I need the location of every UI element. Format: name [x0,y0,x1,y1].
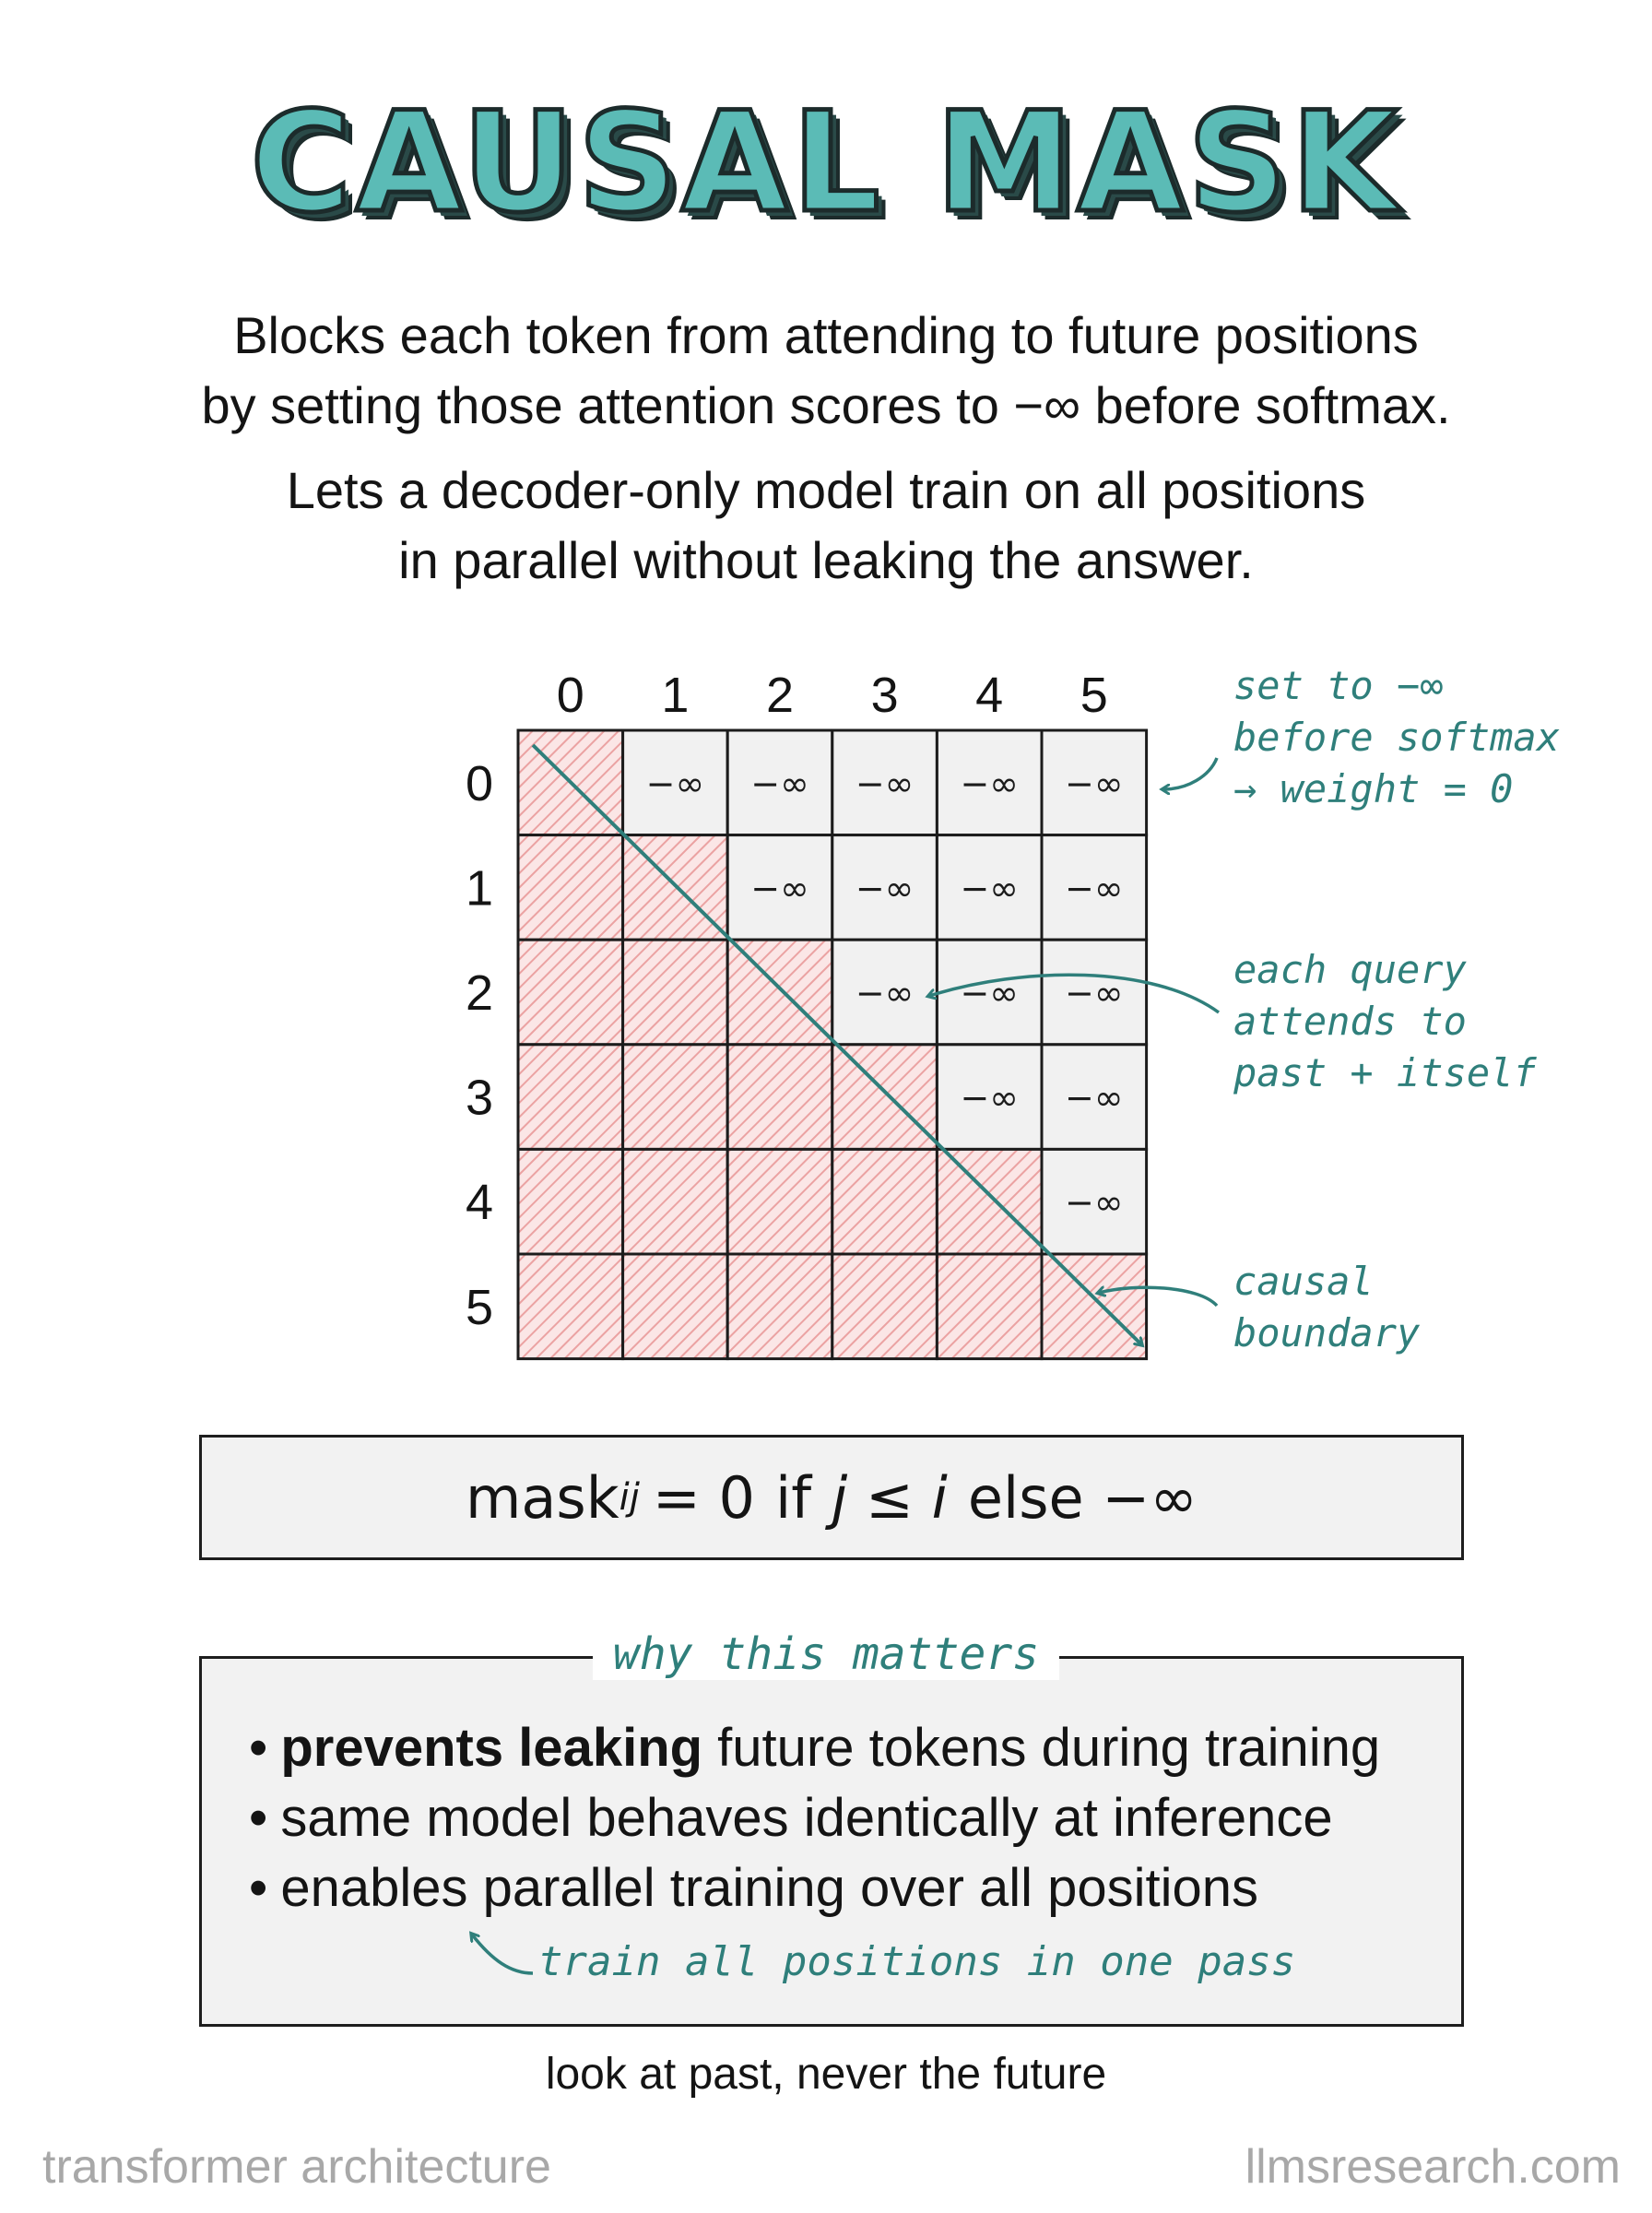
svg-text:past + itself [1233,1050,1537,1095]
formula-if: if [774,1463,812,1532]
column-label: 1 [661,668,690,723]
row-label: 4 [465,1175,494,1231]
column-label: 3 [870,668,899,723]
description-line: by setting those attention scores to −∞ before softmax. [201,376,1451,434]
svg-text:each query [1233,947,1468,992]
note-arrow [461,1920,544,1984]
footer-left: transformer architecture [42,2140,551,2194]
svg-text:attends to [1233,999,1467,1044]
row-label: 3 [465,1070,494,1126]
masked-cell-value: −∞ [960,763,1019,804]
masked-cell-value: −∞ [855,868,914,909]
masked-cell-value: −∞ [1065,763,1124,804]
why-note: train all positions in one pass [538,1938,1296,1985]
annotation-query [1233,947,1537,1095]
masked-cell-value: −∞ [645,763,705,804]
annotation-arrow-masked [1163,758,1217,789]
annotation-line: attends to [1233,999,1467,1044]
annotation-line: past + itself [1233,1050,1537,1095]
annotation-boundary [1233,1259,1421,1355]
formula-lhs: mask [466,1463,620,1532]
masked-cell-value: −∞ [1065,1077,1124,1118]
annotation-line: → weight = 0 [1233,766,1514,811]
column-label: 4 [975,668,1004,723]
column-label: 2 [765,668,795,723]
formula-condition: j ≤ i [832,1463,948,1532]
column-label: 0 [556,668,584,723]
row-label: 0 [465,755,494,811]
masked-cell-value: −∞ [750,868,809,909]
why-bullet [249,1853,1380,1923]
masked-cell-value: −∞ [960,868,1019,909]
allowed-cell [937,1254,1042,1359]
svg-text:→ weight = 0 [1233,766,1513,811]
why-bullet-text: same model behaves identically at inference [280,1788,1333,1848]
column-label: 5 [1080,668,1108,723]
formula-subscript: ij [619,1476,640,1519]
masked-cell-value: −∞ [960,973,1019,1013]
allowed-cell [832,1045,938,1150]
allowed-cell [1042,1254,1147,1359]
tagline: look at past, never the future [545,2050,1107,2099]
allowed-cell [832,1254,938,1359]
annotation-line: boundary [1233,1310,1421,1355]
allowed-cell [518,1254,623,1359]
why-bullet-text: future tokens during training [702,1718,1381,1778]
allowed-cell [518,1149,623,1254]
svg-text:boundary [1233,1310,1421,1355]
allowed-cell [623,1045,728,1150]
page-title: CAUSAL MASK [250,83,1402,243]
annotation-line: causal [1233,1259,1374,1304]
masked-cell-value: −∞ [1065,973,1124,1013]
why-list [249,1713,1380,1923]
row-label: 1 [465,860,494,917]
note-arrow-path [472,1935,533,1973]
masked-cell-value: −∞ [855,973,914,1013]
row-label: 2 [465,965,494,1021]
description-line: Lets a decoder-only model train on all positions [286,461,1366,519]
annotation-masked [1233,663,1560,811]
why-bullet-text: enables parallel training over all positions [280,1858,1259,1918]
allowed-cell [727,1254,832,1359]
why-label: why this matters [593,1628,1059,1680]
allowed-cell [623,1254,728,1359]
description-line: Blocks each token from attending to future positions [233,306,1419,364]
allowed-cell [518,940,623,1045]
why-bullet-bold: prevents leaking [280,1718,703,1778]
svg-text:before softmax [1233,715,1560,760]
annotation-line: before softmax [1233,715,1561,760]
annotation-line: each query [1233,947,1467,992]
masked-cell-value: −∞ [750,763,809,804]
allowed-cell [518,1045,623,1150]
annotation-line: set to −∞ [1233,663,1444,708]
column-labels [557,668,1108,723]
formula-equals: = 0 [652,1463,755,1532]
masked-cell-value: −∞ [1065,868,1124,909]
why-bullet [249,1783,1380,1853]
allowed-cell [937,1149,1042,1254]
row-label: 5 [465,1279,494,1335]
allowed-cell [623,940,728,1045]
allowed-cell [518,835,623,941]
allowed-cell [727,940,832,1045]
footer-right: llmsresearch.com [1245,2140,1621,2194]
masked-cell-value: −∞ [855,763,914,804]
svg-text:causal [1233,1259,1374,1304]
why-bullet [249,1713,1380,1783]
row-labels [466,756,493,1335]
masked-cell-value: −∞ [1065,1182,1124,1224]
allowed-cell [727,1045,832,1150]
formula-box [199,1435,1464,1560]
allowed-cell [727,1149,832,1254]
allowed-cell [832,1149,938,1254]
allowed-cell [623,1149,728,1254]
svg-text:set to −∞ [1233,663,1444,708]
formula-else: else −∞ [967,1463,1198,1532]
masked-cell-value: −∞ [960,1077,1019,1118]
description-line: in parallel without leaking the answer. [398,531,1254,589]
